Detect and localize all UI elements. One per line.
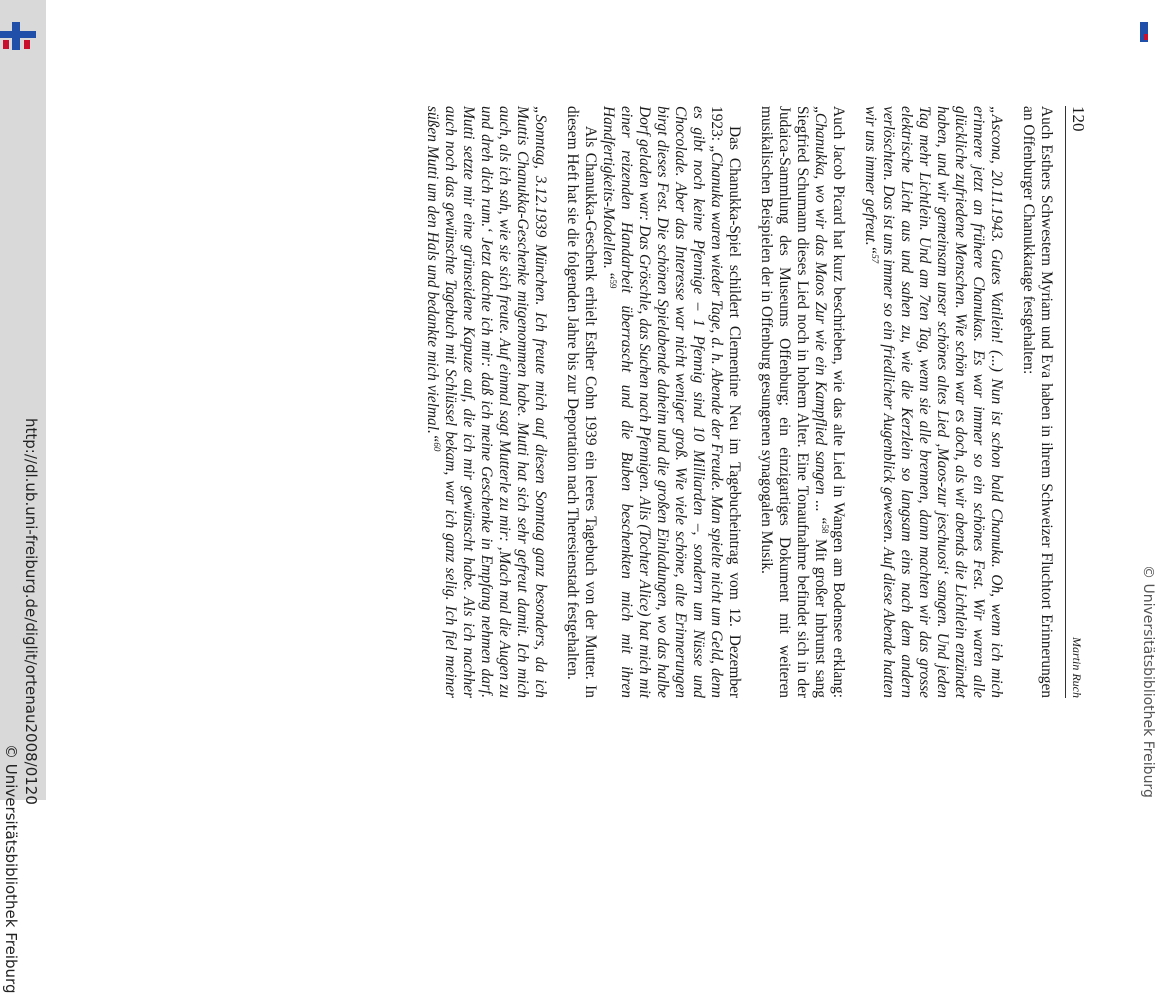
page-number: 120 <box>1069 106 1088 132</box>
picard-text-a: Auch Jacob Picard hat kurz beschrieben, wie das alte Lied in Wangen am Bodensee erklang: „ <box>812 106 847 698</box>
footnote-ref-57: 57 <box>870 254 881 264</box>
page-header <box>1065 106 1090 698</box>
source-url-link[interactable]: http://dl.ub.uni-freiburg.de/diglit/ortenau2008/0120 <box>22 418 40 805</box>
paragraph-neu <box>599 106 743 698</box>
neu-quote: Chanuka waren wieder Tage, d. h. Abende der Freude. Man spielte nicht um Geld, denn es gibt noch keine Pfennige – 1 Pfennig sind 10 Milliarden –, sondern um Nüsse und Chocolade. Aber das Interesse war nicht weniger groß. Wie viele schöne, alte Erinnerungen birgt dieses Fest. Die schönen Spielabende daheim und die großen Einladungen, wo das halbe Dorf geladen war: Das Gröschle, das Suchen nach Pfennigen. Alis (Tochter Alice) hat mich mit einer reizenden Handarbeit überrascht und die Buben beschenkten mich mit ihren Handfertigkeits-Modellen. <box>600 106 725 698</box>
scanned-page <box>130 106 1090 698</box>
page-body <box>423 106 1065 698</box>
neu-text-a: Das Chanukka-Spiel schildert Clementine Neu im Tagebucheintrag vom 12. Dezember 1923: „ <box>708 106 743 698</box>
picard-text-b: “ <box>812 511 829 525</box>
logo-fragment-icon <box>1136 22 1148 42</box>
quote-ascona <box>861 106 1005 698</box>
footnote-ref-59: 59 <box>608 279 619 289</box>
picard-quote: Chanukka, wo wir das Maos Zur wie ein Kampflied sangen ... <box>812 112 829 512</box>
quote-muenchen <box>423 106 549 698</box>
url-strip <box>0 0 46 993</box>
quote-ascona-text: „Ascona, 20.11.1943. Gutes Vatilein! (...) Nun ist schon bald Chanuka. Oh, wenn ich mich erinnere jetzt an frühere Chanukas. Es war immer so ein schönes Fest. Wir waren alle glückliche zufriedene Menschen. Wie schön war es doch, als wir abends die Lichtlein enzündet haben, und wir gemeinsam unser schönes altes Lied ‚Maos-zur jeschuosi‘ sangen. Und jeden Tag mehr Lichtlein. Und am 7ten Tag, wenn sie alle brennen, dann machten wir das grosse elektrische Licht aus und sahen zu, wie die Kerzlein so langsam eins nach dem andern verlöschten. Das ist uns immer so ein friedlicher Augenblick gewesen. Auf diese Abende hatten wir uns immer gefreut.“ <box>862 106 1005 698</box>
picard-text-c: Mit großer Inbrunst sang Siegfried Schumann dieses Lied noch in hohem Alter. Eine Tonaufnahme befindet sich in der Judaica-Sammlung des Museums Offenburg; ein einzigartiges Dokument mit weiteren musikalischen Beispielen der in Offenburg gesungenen synagogalen Musik. <box>758 106 829 698</box>
running-head: Martin Ruch <box>1070 637 1084 698</box>
footnote-ref-60: 60 <box>432 442 443 452</box>
copyright-note: © Universitätsbibliothek Freiburg <box>2 744 20 993</box>
paragraph-picard <box>757 106 847 698</box>
neu-text-b: “ <box>600 268 617 280</box>
footnote-ref-58: 58 <box>820 524 831 534</box>
quote-muenchen-text: „Sonntag, 3.12.1939 München. Ich freute mich auf diesen Sonntag ganz besonders, da ich Muttis Chanukka-Geschenke mitgenommen habe. Mutti hat sich sehr gefreut damit. Ich mich auch, als ich sah, wie sie sich freute. Auf einmal sagt Mutterle zu mir: ‚Mach mal die Augen zu und dreh dich rum.‘ Jetzt dachte ich mir: daß ich meine Geschenke in Empfang nehmen darf. Mutti setzte mir eine grünseidene Kapuze auf, die ich mir gewünscht habe. Als ich nachher auch noch das gewünschte Tagebuch mit Schlüssel bekam, war ich ganz selig. Ich fiel meiner süßen Mutti um den Hals und bedankte mich vielmal.“ <box>424 106 549 698</box>
right-copyright-text: © Universitätsbibliothek Freiburg <box>1140 565 1156 798</box>
right-copyright-fragment <box>1142 565 1156 800</box>
paragraph-cohn: Als Chanukka-Geschenk erhielt Esther Cohn 1939 ein leeres Tagebuch von der Mutter. In diesem Heft hat sie die folgenden Jahre bis zur Deportation nach Theresienstadt festgehalten. <box>564 106 599 698</box>
intro-paragraph: Auch Esthers Schwestern Myriam und Eva haben in ihrem Schweizer Fluchtort Erinnerungen an Offenburger Chanukkatage festgehalten: <box>1020 106 1055 698</box>
